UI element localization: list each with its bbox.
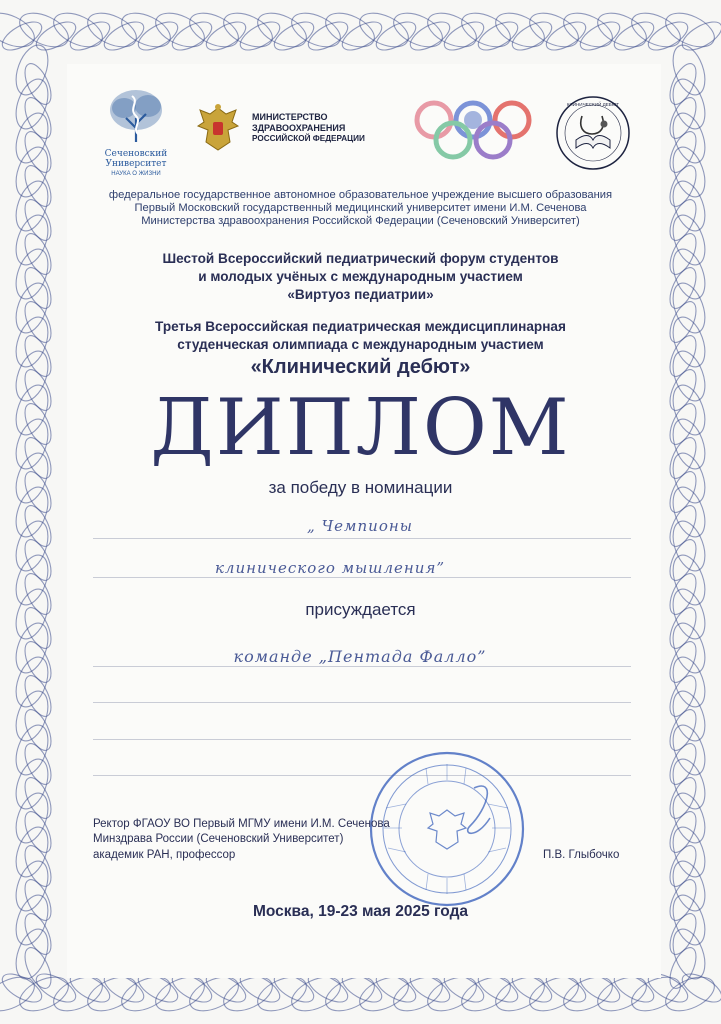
signatory-line-2: Минздрава России (Сеченовский Университет) bbox=[93, 833, 344, 845]
fill-line-6 bbox=[93, 775, 631, 776]
ministry-line1: МИНИСТЕРСТВО bbox=[252, 112, 328, 122]
frame-loop bbox=[66, 16, 114, 55]
nomination-handwritten-2: клинического мышления” bbox=[214, 559, 446, 577]
frame-loop bbox=[20, 944, 57, 992]
olympiad-line-2: студенческая олимпиада с международным участием bbox=[177, 337, 544, 352]
frame-loop bbox=[270, 16, 318, 55]
official-seal-stamp bbox=[366, 748, 528, 910]
frame-loop bbox=[610, 16, 658, 55]
frame-loop bbox=[338, 16, 386, 55]
diploma-title: ДИПЛОМ bbox=[150, 383, 571, 473]
frame-loop bbox=[406, 16, 454, 55]
emblem-text: КЛИНИЧЕСКИЙ ДЕБЮТ bbox=[567, 102, 619, 107]
olympic-rings-icon bbox=[408, 96, 538, 164]
forum-line-1: Шестой Всероссийский педиатрический форум студентов bbox=[162, 251, 559, 266]
fill-line-3 bbox=[93, 666, 631, 667]
frame-loop bbox=[202, 16, 250, 55]
frame-loop bbox=[0, 16, 46, 55]
frame-loop bbox=[440, 16, 488, 55]
awarded-label: присуждается bbox=[305, 600, 416, 619]
signatory-line-3: академик РАН, профессор bbox=[93, 849, 236, 861]
stethoscope-book-icon bbox=[554, 94, 632, 172]
sechenov-motto: НАУКА О ЖИЗНИ bbox=[111, 171, 161, 177]
sechenov-name-line2: Университет bbox=[105, 159, 167, 169]
sechenov-logo bbox=[96, 88, 176, 176]
sechenov-name-line1: Сеченовский bbox=[104, 149, 168, 159]
fill-line-2 bbox=[93, 577, 631, 578]
awardee-handwritten: команде „Пентада Фалло” bbox=[233, 647, 487, 666]
forum-line-2: и молодых учёных с международным участием bbox=[198, 269, 523, 284]
frame-loop bbox=[508, 16, 556, 55]
org-line-3: Министерства здравоохранения Российской Федерации (Сеченовский Университет) bbox=[141, 215, 580, 227]
fill-line-1 bbox=[93, 538, 631, 539]
frame-loop bbox=[644, 16, 692, 55]
org-line-2: Первый Московский государственный медицинский университет имени И.М. Сеченова bbox=[134, 202, 587, 214]
ministry-line2: ЗДРАВООХРАНЕНИЯ bbox=[252, 123, 346, 133]
frame-loop bbox=[304, 16, 352, 55]
frame-loop bbox=[134, 16, 182, 55]
frame-loop bbox=[0, 968, 46, 1007]
frame-loop bbox=[168, 16, 216, 55]
signatory-line-1: Ректор ФГАОУ ВО Первый МГМУ имени И.М. Сеченова bbox=[93, 818, 390, 830]
frame-loop bbox=[576, 16, 624, 55]
forum-name: «Виртуоз педиатрии» bbox=[287, 287, 434, 302]
frame-loop bbox=[236, 16, 284, 55]
frame-loop bbox=[372, 16, 420, 55]
double-eagle-emblem-icon bbox=[194, 102, 242, 158]
fill-line-5 bbox=[93, 739, 631, 740]
org-line-1: федеральное государственное автономное образовательное учреждение высшего образования bbox=[108, 189, 613, 201]
frame-loop bbox=[542, 16, 590, 55]
tree-icon bbox=[96, 88, 176, 144]
olympiad-line-1: Третья Всероссийская педиатрическая междисциплинарная bbox=[155, 319, 566, 334]
frame-loop bbox=[665, 944, 702, 992]
olympiad-name: «Клинический дебют» bbox=[250, 356, 471, 378]
footer-place-date: Москва, 19-23 мая 2025 года bbox=[252, 903, 469, 920]
ministry-line3: РОССИЙСКОЙ ФЕДЕРАЦИИ bbox=[252, 134, 365, 143]
fill-line-4 bbox=[93, 702, 631, 703]
ministry-logo bbox=[194, 102, 394, 158]
frame-loop bbox=[32, 16, 80, 55]
frame-loop bbox=[100, 16, 148, 55]
frame-loop bbox=[474, 16, 522, 55]
nomination-handwritten-1: „ Чемпионы bbox=[307, 517, 413, 535]
nomination-label: за победу в номинации bbox=[268, 478, 453, 497]
clinical-debut-emblem bbox=[554, 94, 632, 172]
signatory-name: П.В. Глыбочко bbox=[543, 849, 620, 861]
